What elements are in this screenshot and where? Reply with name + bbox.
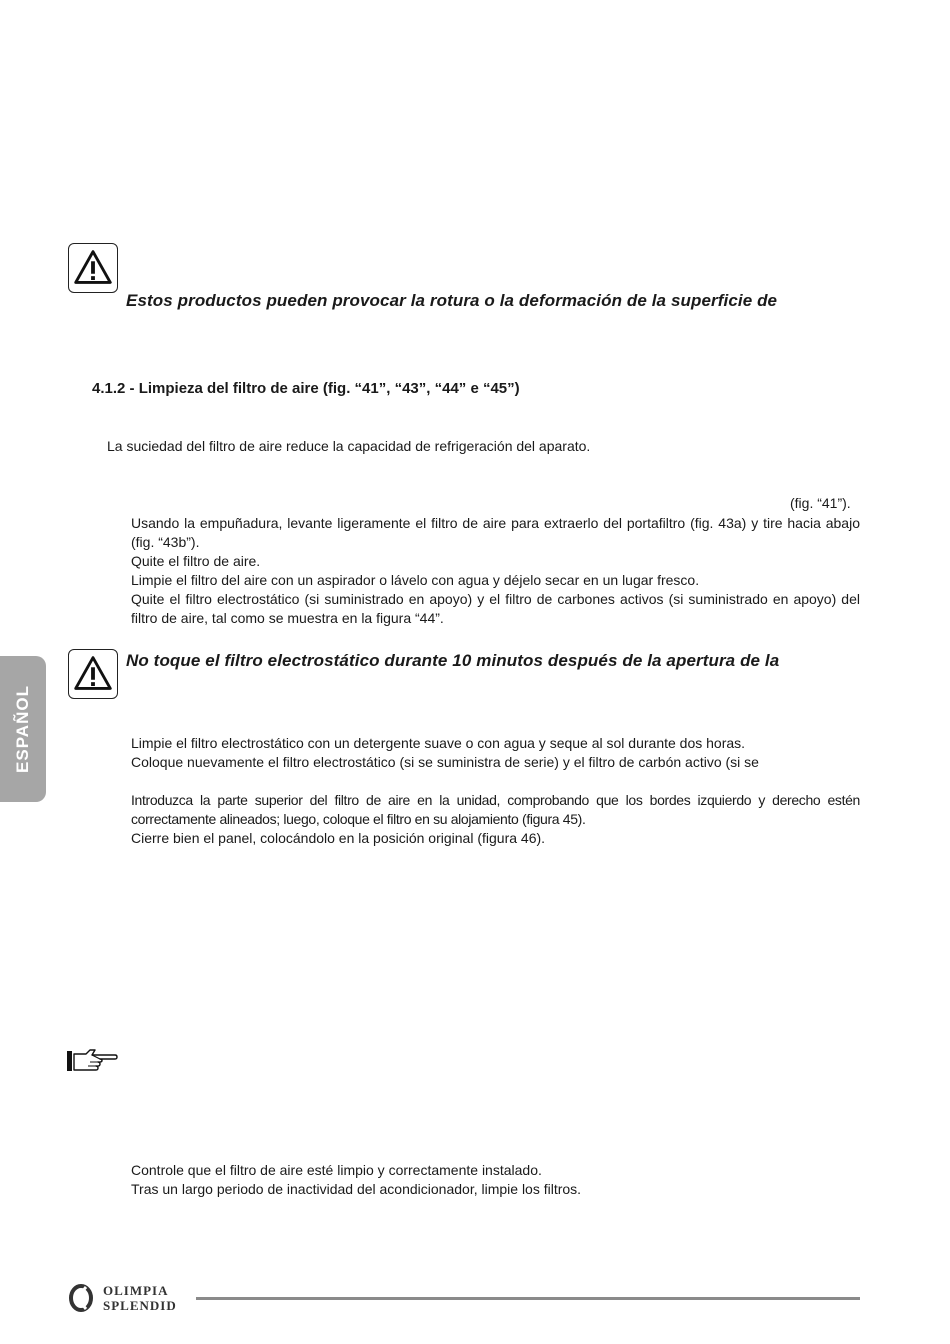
step-paragraph: Usando la empuñadura, levante ligeramente el filtro de aire para extraerlo del portafiltro (fig. 43a) y tire hacia abajo (fig. “43b”). bbox=[131, 515, 860, 550]
step-paragraph: Coloque nuevamente el filtro electrostático (si se suministra de serie) y el filtro de carbón activo (si se bbox=[131, 754, 759, 770]
pointing-hand-icon bbox=[66, 1048, 118, 1074]
language-label: ESPAÑOL bbox=[13, 685, 32, 773]
section-heading: 4.1.2 - Limpieza del filtro de aire (fig. “41”, “43”, “44” e “45”) bbox=[92, 380, 520, 397]
warning-triangle-icon bbox=[68, 243, 118, 293]
warning-text: Estos productos pueden provocar la rotura o la deformación de la superficie de bbox=[126, 291, 778, 310]
step-paragraph: Limpie el filtro electrostático con un detergente suave o con agua y seque al sol durante dos horas. bbox=[131, 735, 746, 751]
intro-text: La suciedad del filtro de aire reduce la capacidad de refrigeración del aparato. bbox=[107, 438, 591, 454]
warning-triangle-icon bbox=[68, 649, 118, 699]
step-paragraph: Introduzca la parte superior del filtro de aire en la unidad, comprobando que los bordes izquierdo y derecho estén correctamente alineados; luego, coloque el filtro en su alojamiento (figura 45). bbox=[131, 792, 860, 827]
brand-name-line2: SPLENDID bbox=[103, 1298, 177, 1313]
step-paragraph: Controle que el filtro de aire esté limpio y correctamente instalado. bbox=[131, 1162, 542, 1178]
step-paragraph: Limpie el filtro del aire con un aspirador o lávelo con agua y déjelo secar en un lugar fresco. bbox=[131, 572, 700, 588]
brand-name-line1: OLIMPIA bbox=[103, 1283, 169, 1298]
footer-divider bbox=[196, 1297, 860, 1300]
warning-text: No toque el filtro electrostático durante 10 minutos después de la apertura de la bbox=[126, 651, 780, 670]
step-paragraph: Quite el filtro de aire. bbox=[131, 553, 261, 569]
figure-reference: (fig. “41”). bbox=[790, 495, 851, 511]
step-paragraph: Quite el filtro electrostático (si suministrado en apoyo) y el filtro de carbones activos (si suministrado en apoyo) del filtro de aire, tal como se muestra en la figura “44”. bbox=[131, 591, 860, 626]
step-paragraph: Tras un largo periodo de inactividad del acondicionador, limpie los filtros. bbox=[131, 1181, 582, 1197]
language-side-tab bbox=[0, 656, 46, 802]
olimpia-splendid-logo bbox=[68, 1283, 96, 1313]
step-paragraph: Cierre bien el panel, colocándolo en la posición original (figura 46). bbox=[131, 830, 546, 846]
